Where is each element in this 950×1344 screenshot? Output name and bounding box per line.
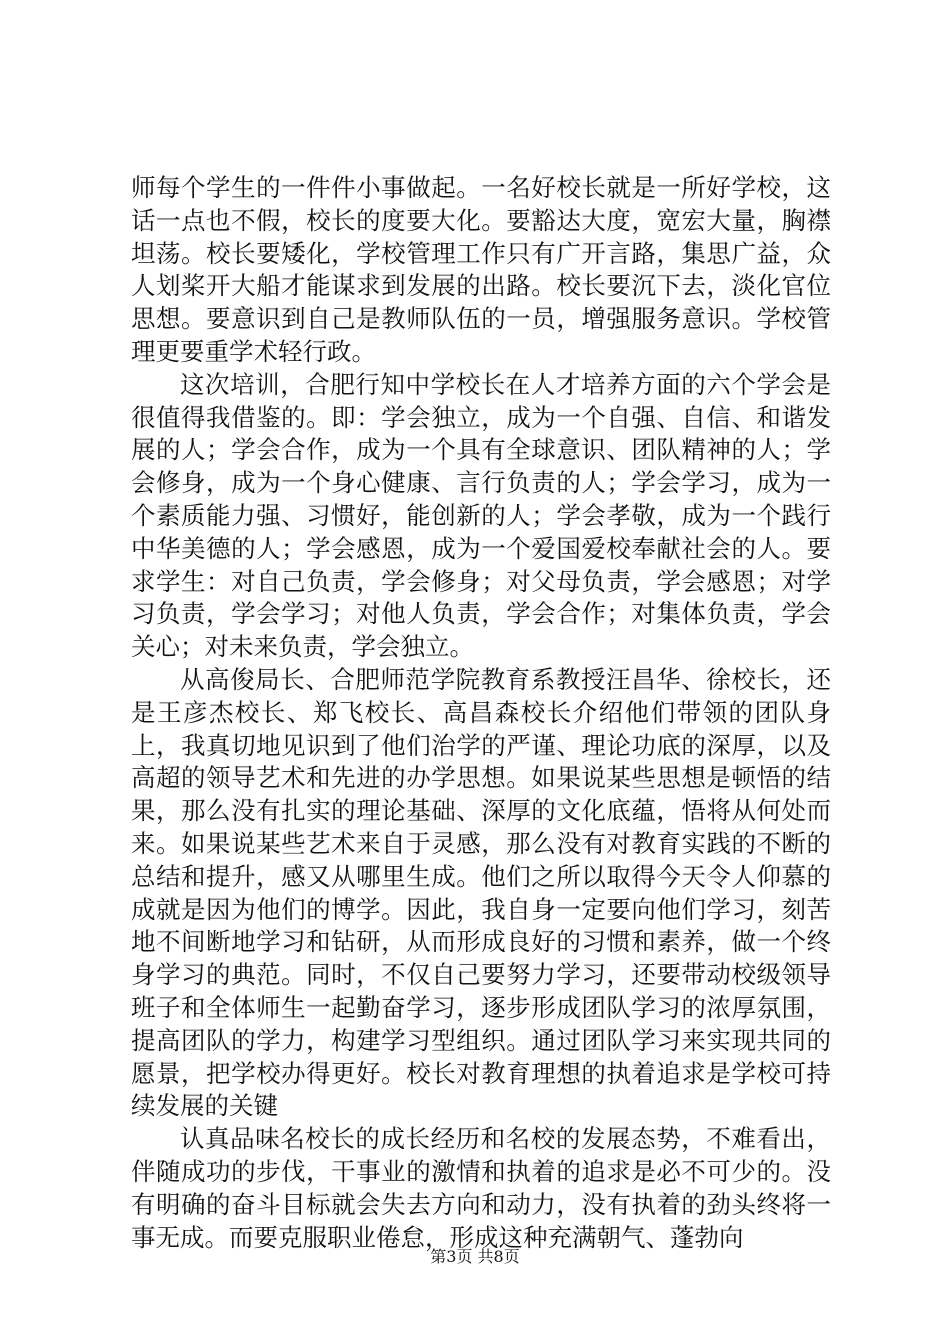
document-body	[131, 172, 831, 1254]
paragraph-4: 认真品味名校长的成长经历和名校的发展态势，不难看出，伴随成功的步伐，干事业的激情和执着的追求是必不可少的。没有明确的奋斗目标就会失去方向和动力，没有执着的劲头终将一事无成。而要克服职业倦怠，形成这种充满朝气、蓬勃向	[131, 1124, 831, 1252]
page-number-footer: 第3页 共8页	[430, 1247, 520, 1266]
paragraph-2: 这次培训，合肥行知中学校长在人才培养方面的六个学会是很值得我借鉴的。即：学会独立，成为一个自强、自信、和谐发展的人；学会合作，成为一个具有全球意识、团队精神的人；学会修身，成为一个身心健康、言行负责的人；学会学习，成为一个素质能力强、习惯好，能创新的人；学会孝敬，成为一个践行中华美德的人；学会感恩，成为一个爱国爱校奉献社会的人。要求学生：对自己负责，学会修身；对父母负责，学会感恩；对学习负责，学会学习；对他人负责，学会合作；对集体负责，学会关心；对未来负责，学会独立。	[131, 369, 831, 662]
paragraph-1: 师每个学生的一件件小事做起。一名好校长就是一所好学校，这话一点也不假，校长的度要大化。要豁达大度，宽宏大量，胸襟坦荡。校长要矮化，学校管理工作只有广开言路，集思广益，众人划桨开大船才能谋求到发展的出路。校长要沉下去，淡化官位思想。要意识到自己是教师队伍的一员，增强服务意识。学校管理更要重学术轻行政。	[131, 173, 831, 366]
paragraph-3: 从高俊局长、合肥师范学院教育系教授汪昌华、徐校长，还是王彦杰校长、郑飞校长、高昌森校长介绍他们带领的团队身上，我真切地见识到了他们治学的严谨、理论功底的深厚，以及高超的领导艺术和先进的办学思想。如果说某些思想是顿悟的结果，那么没有扎实的理论基础、深厚的文化底蕴，悟将从何处而来。如果说某些艺术来自于灵感，那么没有对教育实践的不断的总结和提升，感又从哪里生成。他们之所以取得今天令人仰慕的成就是因为他们的博学。因此，我自身一定要向他们学习，刻苦地不间断地学习和钻研，从而形成良好的习惯和素养，做一个终身学习的典范。同时，不仅自己要努力学习，还要带动校级领导班子和全体师生一起勤奋学习，逐步形成团队学习的浓厚氛围，提高团队的学力，构建学习型组织。通过团队学习来实现共同的愿景，把学校办得更好。校长对教育理想的执着追求是学校可持续发展的关键	[131, 664, 831, 1121]
